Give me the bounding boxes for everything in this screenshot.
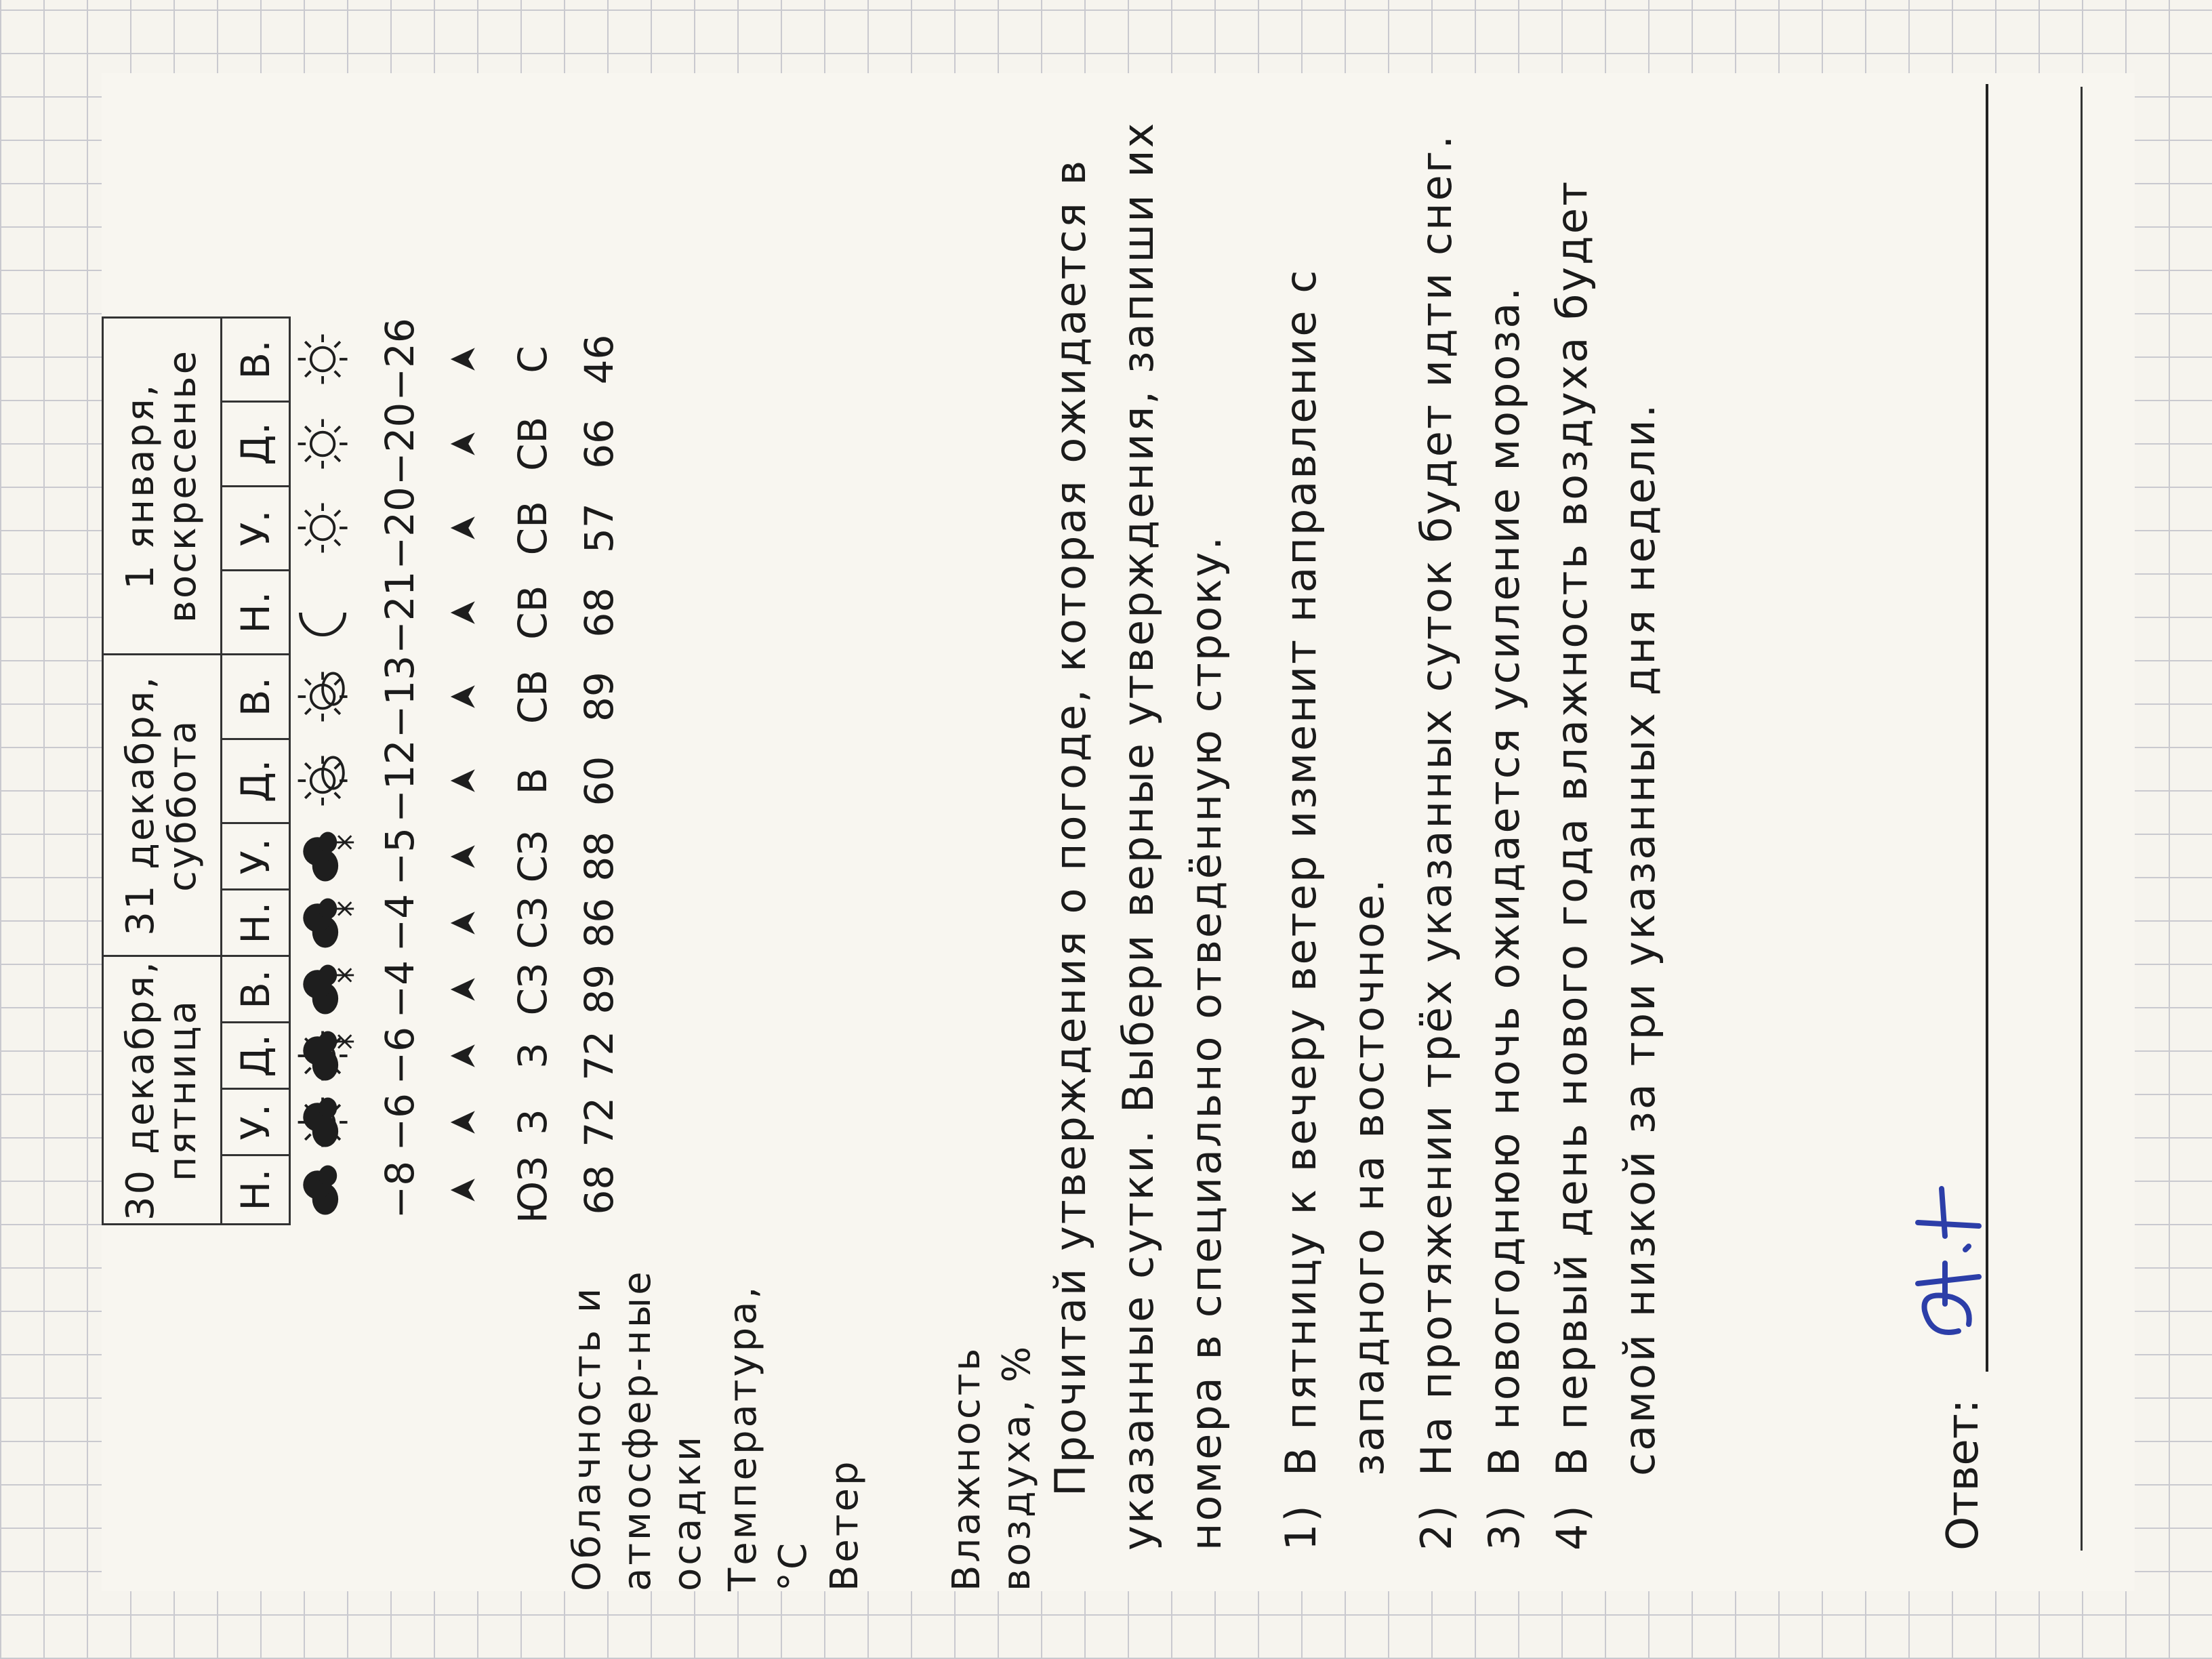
wind-dir-cell: СЗ — [510, 830, 556, 883]
label-clouds: Облачность и атмосфер-ные осадки — [565, 1269, 710, 1591]
statement-number: 1) — [1276, 1503, 1326, 1551]
arrow-icon — [447, 764, 480, 797]
row-labels — [562, 1225, 1042, 1591]
part-cell: Д. — [222, 1023, 290, 1089]
weather-cell — [290, 402, 367, 486]
weather-cell — [290, 570, 367, 654]
temp-cell: −20 — [377, 487, 423, 570]
part-cell: Н. — [222, 1155, 290, 1225]
weather-cell — [290, 956, 367, 1023]
temp-cell: −6 — [377, 1092, 423, 1151]
weather-cell — [290, 890, 367, 956]
moon-cloud-icon — [291, 1158, 356, 1223]
weather-cell — [290, 486, 367, 570]
label-temp: Температура, °C — [721, 1284, 815, 1591]
weather-cell — [290, 1023, 367, 1089]
temp-cell: −26 — [377, 318, 423, 401]
worksheet — [102, 73, 2135, 1591]
day-header-row — [103, 317, 222, 1224]
humidity-cell: 68 — [576, 1164, 622, 1215]
temp-cell: −4 — [377, 893, 423, 952]
wind-arrow-cell — [433, 1023, 499, 1089]
wind-dir-row — [499, 317, 566, 1224]
sun-icon — [291, 411, 356, 476]
arrow-icon — [447, 907, 480, 939]
temp-cell: −20 — [377, 402, 423, 486]
day-header-sat: 31 декабря, суббота — [103, 655, 222, 956]
arrow-icon — [447, 596, 480, 629]
wind-dir-cell: ЮЗ — [510, 1155, 556, 1224]
wind-dir-cell: СВ — [510, 501, 556, 556]
sun-icon — [291, 327, 356, 392]
icon-row — [290, 317, 367, 1224]
humidity-cell: 89 — [576, 964, 622, 1015]
sun-cloud-outline-icon — [291, 748, 356, 813]
part-cell: У. — [222, 823, 290, 890]
weather-cell — [290, 317, 367, 401]
wind-dir-cell: СВ — [510, 669, 556, 724]
part-cell: Н. — [222, 890, 290, 956]
temp-cell: −4 — [377, 960, 423, 1019]
wind-arrow-cell — [433, 486, 499, 570]
arrow-icon — [447, 1040, 480, 1072]
part-cell: У. — [222, 486, 290, 570]
part-cell: В. — [222, 956, 290, 1023]
wind-icon-row — [433, 317, 499, 1224]
wind-arrow-cell — [433, 317, 499, 401]
weather-cell — [290, 739, 367, 823]
temp-cell: −6 — [377, 1026, 423, 1085]
temp-row — [367, 317, 433, 1224]
wind-arrow-cell — [433, 655, 499, 739]
temp-cell: −12 — [377, 739, 423, 823]
arrow-icon — [447, 840, 480, 873]
arrow-icon — [447, 1106, 480, 1139]
humidity-row — [566, 317, 632, 1224]
answer-field[interactable] — [1931, 84, 1988, 1372]
cloud-snow-icon — [291, 890, 356, 956]
weather-cell — [290, 823, 367, 890]
part-cell: В. — [222, 655, 290, 739]
wind-arrow-cell — [433, 890, 499, 956]
part-row — [222, 317, 290, 1224]
humidity-cell: 89 — [576, 672, 622, 722]
temp-cell: −5 — [377, 827, 423, 886]
arrow-icon — [447, 973, 480, 1006]
wind-arrow-cell — [433, 1089, 499, 1155]
wind-arrow-cell — [433, 823, 499, 890]
wind-dir-cell: З — [510, 1109, 556, 1135]
temp-cell: −13 — [377, 655, 423, 739]
wind-dir-cell: С — [510, 346, 556, 373]
label-humidity: Влажность воздуха, % — [945, 1343, 1039, 1591]
statement-1 — [1267, 100, 1403, 1551]
weather-cell — [290, 1089, 367, 1155]
humidity-cell: 46 — [576, 334, 622, 385]
sun-icon — [291, 495, 356, 560]
humidity-cell: 57 — [576, 503, 622, 554]
wind-arrow-cell — [433, 402, 499, 486]
wind-dir-cell: З — [510, 1043, 556, 1069]
wind-arrow-cell — [433, 739, 499, 823]
wind-arrow-cell — [433, 570, 499, 654]
arrow-icon — [447, 343, 480, 375]
answer-label: Ответ: — [1938, 1399, 1988, 1551]
statement-text: В новогоднюю ночь ожидается усиление мороза. — [1479, 285, 1529, 1476]
humidity-cell: 72 — [576, 1030, 622, 1081]
statement-number: 3) — [1479, 1503, 1529, 1551]
wind-arrow-cell — [433, 956, 499, 1023]
temp-cell: −21 — [377, 571, 423, 654]
statement-text: В пятницу к вечеру ветер изменит направление с западного на восточное. — [1276, 268, 1393, 1476]
weather-cell — [290, 655, 367, 739]
humidity-cell: 66 — [576, 418, 622, 469]
weather-table — [102, 316, 632, 1225]
statement-text: В первый день нового года влажность воздуха будет самой низкой за три указанных дня недели. — [1547, 179, 1664, 1476]
cloud-snow-icon — [291, 824, 356, 889]
task-intro: Прочитай утверждения о погоде, которая ожидается в указанные сутки. Выбери верные утверждения, запиши их номера в специально отведённую строку. — [1046, 121, 1231, 1551]
humidity-cell: 88 — [576, 831, 622, 882]
statement-2 — [1403, 100, 1471, 1551]
part-cell: Д. — [222, 402, 290, 486]
day-header-fri: 30 декабря, пятница — [103, 956, 222, 1225]
temp-cell: −8 — [377, 1160, 423, 1219]
statement-number: 4) — [1547, 1503, 1597, 1551]
statement-4 — [1538, 100, 1674, 1551]
sun-cloud-snow-icon — [291, 1023, 356, 1088]
humidity-cell: 72 — [576, 1097, 622, 1147]
wind-dir-cell: В — [510, 767, 556, 795]
wind-arrow-cell — [433, 1155, 499, 1225]
wind-dir-cell: СЗ — [510, 962, 556, 1016]
part-cell: Н. — [222, 570, 290, 654]
bottom-rule — [2081, 87, 2083, 1551]
part-cell: В. — [222, 317, 290, 401]
humidity-cell: 86 — [576, 897, 622, 948]
arrow-icon — [447, 1174, 480, 1206]
day-header-sun: 1 января, воскресенье — [103, 317, 222, 655]
sun-cloud-icon — [291, 1090, 356, 1155]
arrow-icon — [447, 512, 480, 544]
task-text — [1037, 100, 1674, 1551]
wind-dir-cell: СВ — [510, 416, 556, 472]
moon-icon — [291, 580, 356, 645]
sun-cloud-outline-icon — [291, 664, 356, 729]
statement-text: На протяжении трёх указанных суток будет идти снег. — [1412, 133, 1461, 1476]
label-wind: Ветер — [823, 1458, 867, 1591]
answer-area — [1931, 84, 1988, 1551]
weather-cell — [290, 1155, 367, 1225]
statement-3 — [1471, 100, 1538, 1551]
handwritten-answer-icon — [1904, 1168, 1986, 1345]
wind-dir-cell: СВ — [510, 585, 556, 640]
arrow-icon — [447, 428, 480, 460]
part-cell: У. — [222, 1089, 290, 1155]
humidity-cell: 60 — [576, 756, 622, 806]
cloud-snow-icon — [291, 957, 356, 1022]
humidity-cell: 68 — [576, 587, 622, 638]
arrow-icon — [447, 680, 480, 713]
wind-dir-cell: СЗ — [510, 896, 556, 949]
part-cell: Д. — [222, 739, 290, 823]
statement-number: 2) — [1412, 1503, 1461, 1551]
